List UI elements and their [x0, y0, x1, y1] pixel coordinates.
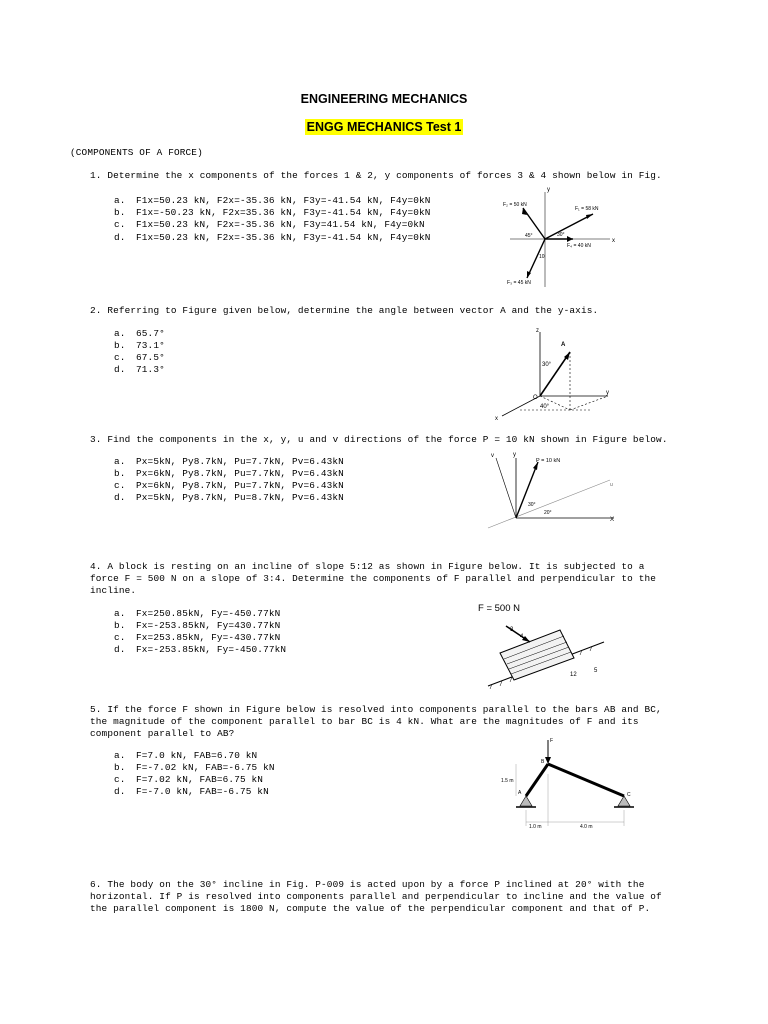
- svg-text:B: B: [541, 759, 545, 765]
- question-3-stem: 3. Find the components in the x, y, u and v directions of the force P = 10 kN shown in Figure below.: [90, 434, 668, 445]
- svg-text:5: 5: [594, 668, 598, 674]
- page-title: ENGINEERING MECHANICS: [300, 92, 468, 106]
- svg-text:y: y: [547, 187, 550, 193]
- question-3-option-b: b. Px=6kN, Py8.7kN, Pu=7.7kN, Pv=6.43kN: [114, 468, 344, 479]
- question-1-option-d: d. F1x=50.23 kN, F2x=-35.36 kN, F3y=-41.54 kN, F4y=0kN: [114, 232, 431, 243]
- svg-text:F₄ = 40 kN: F₄ = 40 kN: [567, 243, 591, 249]
- question-2-figure: [490, 324, 614, 424]
- question-4-figure: [478, 598, 606, 690]
- question-2-option-c: c. 67.5°: [114, 352, 165, 363]
- svg-text:z: z: [536, 328, 539, 334]
- svg-text:y: y: [606, 390, 609, 396]
- question-3-option-a: a. Px=5kN, Py8.7kN, Pu=7.7kN, Pv=6.43kN: [114, 456, 344, 467]
- svg-text:P = 10 kN: P = 10 kN: [536, 458, 561, 464]
- question-5-option-a: a. F=7.0 kN, FAB=6.70 kN: [114, 750, 258, 761]
- svg-text:F = 500 N: F = 500 N: [478, 603, 520, 614]
- question-1-option-a: a. F1x=50.23 kN, F2x=-35.36 kN, F3y=-41.54 kN, F4y=0kN: [114, 195, 431, 206]
- svg-text:X: X: [610, 517, 615, 523]
- svg-text:3: 3: [510, 627, 514, 633]
- svg-text:x: x: [495, 416, 498, 422]
- svg-text:u: u: [610, 482, 613, 488]
- svg-text:10: 10: [539, 254, 545, 260]
- question-5-option-b: b. F=-7.02 kN, FAB=-6.75 kN: [114, 762, 275, 773]
- question-3-option-d: d. Px=5kN, Py8.7kN, Pu=8.7kN, Pv=6.43kN: [114, 492, 344, 503]
- svg-text:C: C: [627, 792, 631, 798]
- svg-text:12: 12: [570, 672, 577, 678]
- question-6-stem: 6. The body on the 30° incline in Fig. P-009 is acted upon by a force P inclined at 20° with the horizontal. If P is resolved into components parallel and perpendicular to incline and the value of the parallel component is 1800 N, compute the value of the perpendicular component and that of P.: [90, 879, 662, 914]
- svg-text:1.5 m: 1.5 m: [501, 778, 514, 784]
- svg-text:A: A: [518, 790, 522, 796]
- question-4-option-a: a. Fx=250.85kN, Fy=-450.77kN: [114, 608, 281, 619]
- svg-text:F₂ = 50 kN: F₂ = 50 kN: [503, 202, 527, 208]
- question-1-option-b: b. F1x=-50.23 kN, F2x=35.36 kN, F3y=-41.54 kN, F4y=0kN: [114, 207, 431, 218]
- svg-text:y: y: [513, 452, 516, 458]
- question-2-option-b: b. 73.1°: [114, 340, 165, 351]
- svg-text:O: O: [533, 395, 538, 401]
- question-4-stem: 4. A block is resting on an incline of slope 5:12 as shown in Figure below. It is subjected to a force F = 500 N on a slope of 3:4. Determine the components of F parallel and perpendicular to the incline.: [90, 561, 657, 596]
- svg-text:30°: 30°: [528, 502, 536, 508]
- question-5-stem: 5. If the force F shown in Figure below is resolved into components parallel to the bars AB and BC, the magnitude of the component parallel to bar BC is 4 kN. What are the magnitudes of F and its component parallel to AB?: [90, 704, 662, 739]
- question-1-figure: [495, 182, 625, 290]
- question-2-option-a: a. 65.7°: [114, 328, 165, 339]
- question-4-option-b: b. Fx=-253.85kN, Fy=430.77kN: [114, 620, 281, 631]
- question-1-option-c: c. F1x=50.23 kN, F2x=-35.36 kN, F3y=41.54 kN, F4y=0kN: [114, 219, 425, 230]
- question-5-option-c: c. F=7.02 kN, FAB=6.75 kN: [114, 774, 264, 785]
- test-subtitle: ENGG MECHANICS Test 1: [306, 120, 462, 134]
- svg-text:4: 4: [520, 634, 524, 640]
- question-2-stem: 2. Referring to Figure given below, determine the angle between vector A and the y-axis.: [90, 305, 599, 316]
- svg-text:A: A: [561, 342, 566, 348]
- svg-text:F₁ = 58 kN: F₁ = 58 kN: [575, 206, 599, 212]
- svg-text:45°: 45°: [525, 233, 533, 239]
- svg-text:1.0 m: 1.0 m: [529, 824, 542, 830]
- question-4-option-c: c. Fx=253.85kN, Fy=-430.77kN: [114, 632, 281, 643]
- question-2-option-d: d. 71.3°: [114, 364, 165, 375]
- question-1-stem: 1. Determine the x components of the forces 1 & 2, y components of forces 3 & 4 shown below in Fig.: [90, 170, 662, 181]
- svg-text:v: v: [491, 453, 494, 459]
- svg-text:x: x: [612, 238, 615, 244]
- svg-text:20°: 20°: [544, 510, 552, 516]
- svg-text:F₃ = 45 kN: F₃ = 45 kN: [507, 280, 531, 286]
- question-5-figure: [496, 734, 646, 830]
- question-3-figure: [482, 448, 622, 534]
- question-4-option-d: d. Fx=-253.85kN, Fy=-450.77kN: [114, 644, 287, 655]
- svg-text:4.0 m: 4.0 m: [580, 824, 593, 830]
- svg-text:F: F: [550, 738, 554, 744]
- svg-text:30°: 30°: [557, 232, 565, 238]
- svg-text:30°: 30°: [542, 362, 552, 368]
- section-heading: (COMPONENTS OF A FORCE): [70, 147, 203, 158]
- question-3-option-c: c. Px=6kN, Py8.7kN, Pu=7.7kN, Pv=6.43kN: [114, 480, 344, 491]
- svg-text:40°: 40°: [540, 404, 550, 410]
- question-5-option-d: d. F=-7.0 kN, FAB=-6.75 kN: [114, 786, 269, 797]
